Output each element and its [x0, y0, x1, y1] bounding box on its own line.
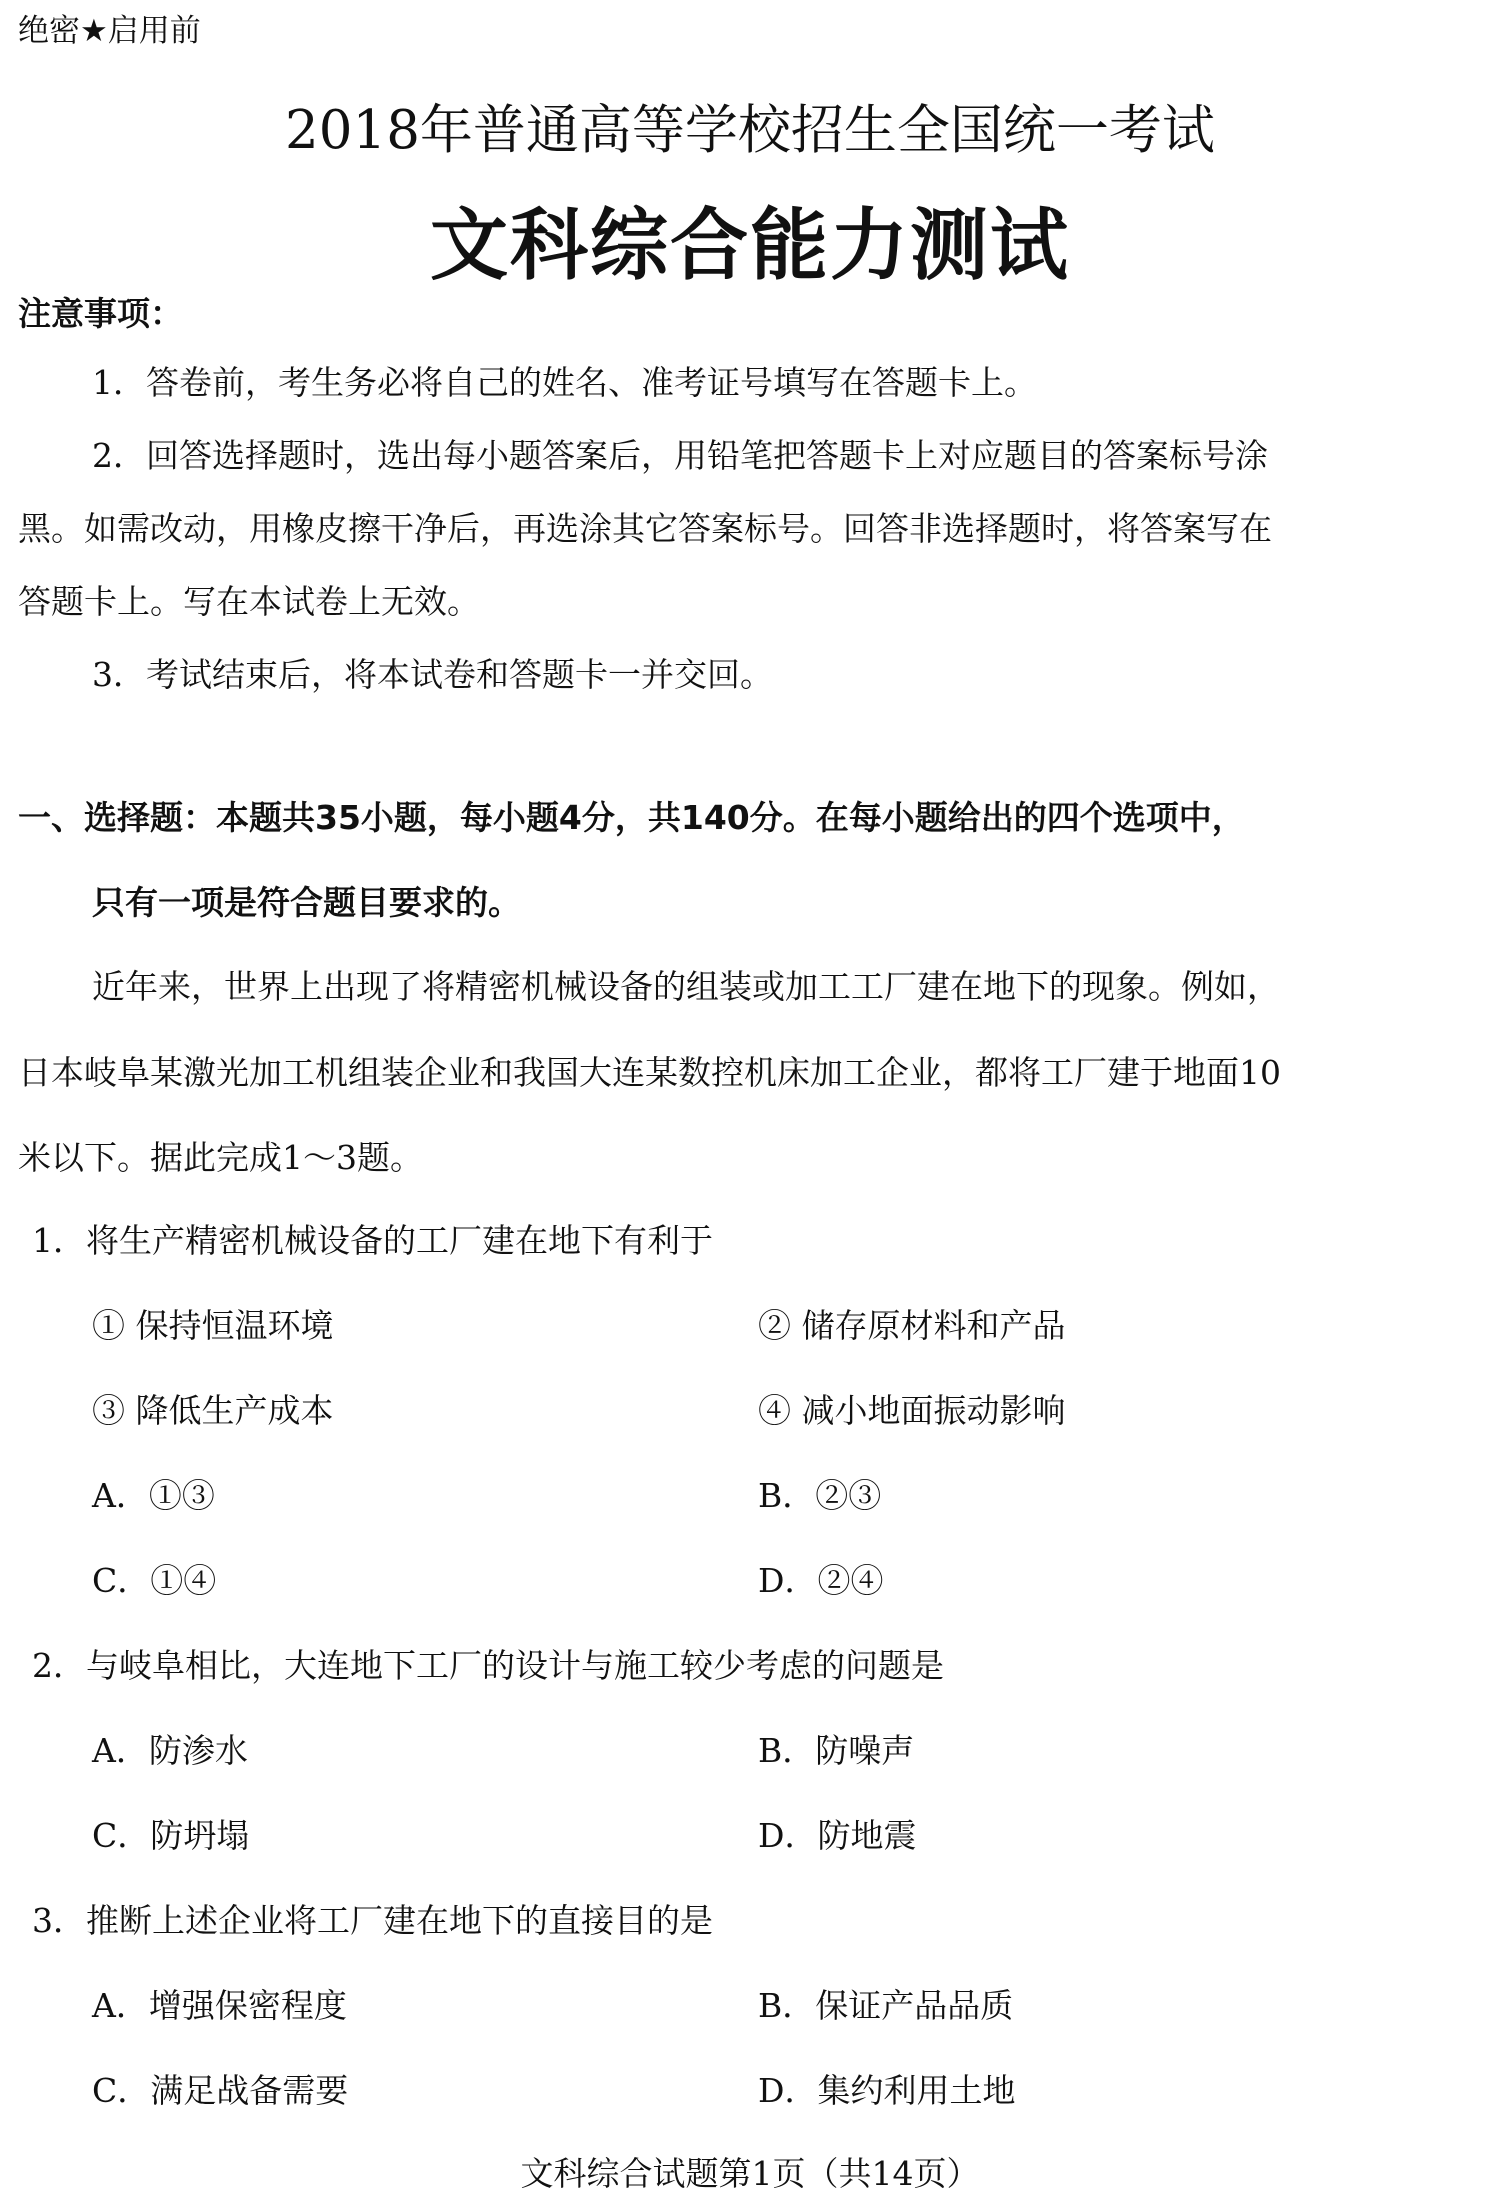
q2-option-b: B．防噪声: [758, 1731, 915, 1770]
question-2-stem: 2．与岐阜相比，大连地下工厂的设计与施工较少考虑的问题是: [32, 1646, 944, 1685]
confidential-label: 绝密★启用前: [18, 13, 201, 49]
passage-line-1: 近年来，世界上出现了将精密机械设备的组装或加工工厂建在地下的现象。例如，: [92, 967, 1280, 1006]
notes-heading: 注意事项：: [18, 294, 183, 333]
note-item-3: 3．考试结束后，将本试卷和答题卡一并交回。: [92, 655, 773, 694]
q1-statement-4: ④ 减小地面振动影响: [758, 1391, 1066, 1430]
section-heading-line-1: 一、选择题：本题共35小题，每小题4分，共140分。在每小题给出的四个选项中，: [18, 798, 1245, 837]
q1-statement-2: ② 储存原材料和产品: [758, 1306, 1066, 1345]
note-item-1: 1．答卷前，考生务必将自己的姓名、准考证号填写在答题卡上。: [92, 363, 1037, 402]
q2-option-d: D．防地震: [758, 1816, 917, 1855]
q1-option-d: D．②④: [758, 1561, 884, 1600]
note-item-2-line-2: 黑。如需改动，用橡皮擦干净后，再选涂其它答案标号。回答非选择题时，将答案写在: [18, 509, 1272, 548]
passage-line-2: 日本岐阜某激光加工机组装企业和我国大连某数控机床加工企业，都将工厂建于地面10: [18, 1053, 1281, 1092]
q3-option-c: C．满足战备需要: [92, 2071, 349, 2110]
q2-option-a: A．防渗水: [92, 1731, 248, 1770]
q2-option-c: C．防坍塌: [92, 1816, 250, 1855]
note-item-2-line-1: 2．回答选择题时，选出每小题答案后，用铅笔把答题卡上对应题目的答案标号涂: [92, 436, 1268, 475]
subject-title: 文科综合能力测试: [429, 201, 1070, 291]
q3-option-d: D．集约利用土地: [758, 2071, 1016, 2110]
question-1-stem: 1．将生产精密机械设备的工厂建在地下有利于: [32, 1221, 713, 1260]
section-heading-line-2: 只有一项是符合题目要求的。: [92, 883, 521, 922]
q1-statement-1: ① 保持恒温环境: [92, 1306, 334, 1345]
q1-option-b: B．②③: [758, 1476, 882, 1515]
q1-statement-3: ③ 降低生产成本: [92, 1391, 334, 1430]
passage-line-3: 米以下。据此完成1～3题。: [18, 1138, 423, 1177]
question-3-stem: 3．推断上述企业将工厂建在地下的直接目的是: [32, 1901, 713, 1940]
q1-option-a: A．①③: [92, 1476, 215, 1515]
exam-title: 2018年普通高等学校招生全国统一考试: [285, 100, 1215, 161]
note-item-2-line-3: 答题卡上。写在本试卷上无效。: [18, 582, 480, 621]
q1-option-c: C．①④: [92, 1561, 217, 1600]
q3-option-a: A．增强保密程度: [92, 1986, 347, 2025]
q3-option-b: B．保证产品品质: [758, 1986, 1014, 2025]
page-footer: 文科综合试题第1页（共14页）: [520, 2154, 980, 2193]
